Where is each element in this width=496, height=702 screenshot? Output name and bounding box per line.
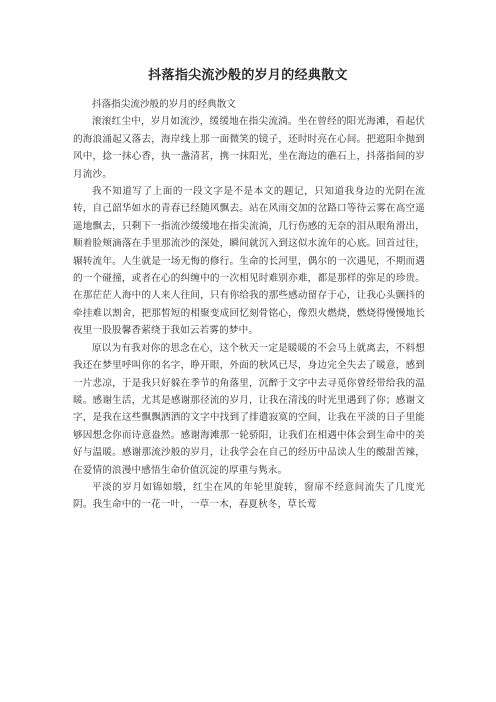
document-body [73, 96, 425, 514]
paragraph: 滚滚红尘中，岁月如流沙，缓缓地在指尖流淌。坐在曾经的阳光海滩，看起伏的海浪涌起又落去，海岸线上那一面微笑的镜子，还时时亮在心间。把遮阳伞抛到风中，捻一抹心香，执一盏清茗，携一抹阳光，坐在海边的礁石上，抖落指间的岁月流沙。 [73, 116, 425, 180]
paragraph: 我不知道写了上面的一段文字是不是本文的题记，只知道我身边的光阴在流转，自己韶华如水的青春已经随风飘去。站在风雨交加的岔路口等待云雾在高空遥遥地飘去，只剩下一指流沙缓缓地在指尖流淌，几行伤感的无奈的泪从眼角滑出，顺着脸颊滴落在手里那流沙的深处，瞬间就沉入到这似水流年的心底。回首过往，辗转流年。人生就是一场无悔的修行。生命的长河里，偶尔的一次遇见，不期而遇的一个碰撞，或者在心的纠缠中的一次相见时难别亦难，都是那样的弥足的珍贵。在那茫茫人海中的人来人往间，只有你给我的那些感动留存于心，让我心头颤抖的牵挂难以割舍，把那皙短的相聚变成回忆刻骨铭心，像烈火燃烧，燃烧得慢慢地长夜里一股股馨香萦绕于我如云若雾的梦中。 [73, 186, 425, 337]
document-title: 抖落指尖流沙般的岁月的经典散文 [148, 68, 348, 83]
paragraph: 平淡的岁月如锦如缎，红尘在风的年轮里旋转，窗扉不经意间流失了几度光阴。我生命中的一花一叶，一草一木，春夏秋冬，草长莺 [73, 481, 425, 511]
paragraph: 原以为有我对你的思念在心，这个秋天一定是暖暖的不会马上就离去，不料想我还在梦里呼叫你的名字，睁开眼，外面的秋风已尽，身边完全失去了暖意，感到一片悲凉，于是我只好躲在季节的角落里，沉醉于文字中去寻觅你曾经带给我的温暖。感谢生活，尤其是感谢那径流的岁月，让我在清浅的时光里遇到了你；感谢文字，是我在这些飘飘洒洒的文字中找到了排遣寂寞的空间，让我在平淡的日子里能够因想念你而诗意盎然。感谢海滩那一轮骄阳，让我们在相遇中体会到生命中的美好与温暖。感谢那流沙般的岁月，让我学会在自己的经历中品读人生的酸甜苦辣，在爱情的浪漫中感悟生命价值沉淀的厚重与隽永。 [73, 342, 425, 476]
document-subtitle: 抖落指尖流沙般的岁月的经典散文 [92, 99, 236, 110]
